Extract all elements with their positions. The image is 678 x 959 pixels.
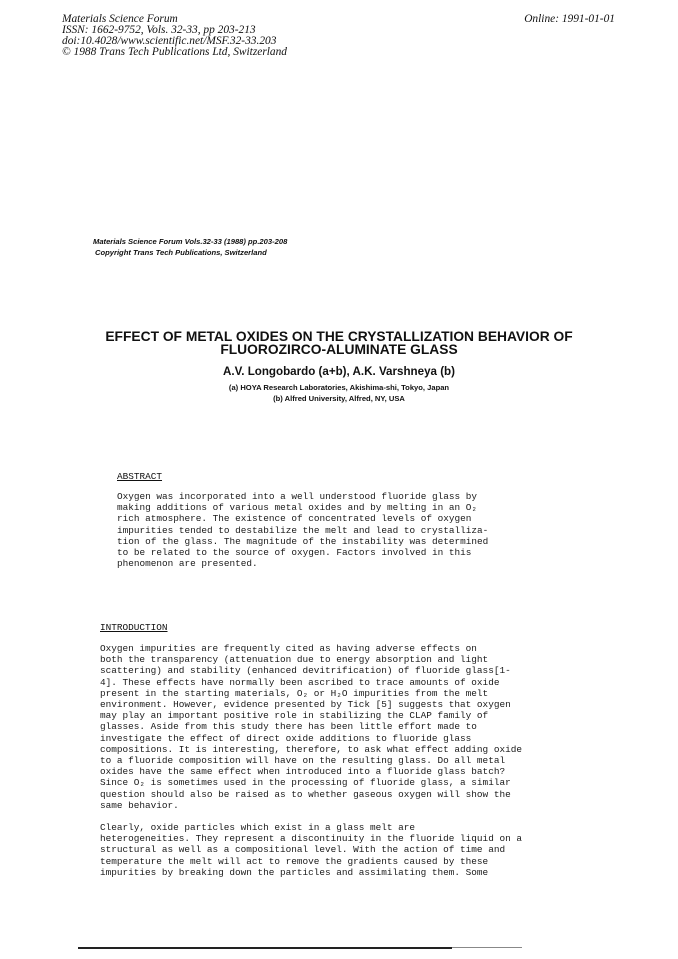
abstract-line: Oxygen was incorporated into a well understood fluoride glass by	[117, 491, 478, 502]
body-line: to a fluoride composition will have on the resulting glass. Do all metal	[100, 755, 506, 767]
body-line: may play an important positive role in stabilizing the CLAP family of	[100, 710, 489, 722]
abstract-line: making additions of various metal oxides and by melting in an O₂	[117, 502, 478, 514]
body-line: compositions. It is interesting, therefore, to ask what effect adding oxide	[100, 743, 522, 755]
introduction-heading: INTRODUCTION	[100, 622, 168, 633]
body-line: Clearly, oxide particles which exist in a glass melt are	[100, 822, 416, 833]
introduction-paragraph-1	[100, 643, 522, 811]
authors: A.V. Longobardo (a+b), A.K. Varshneya (b)	[222, 365, 455, 378]
citation-line: Materials Science Forum Vols.32-33 (1988) pp.203-208	[93, 237, 288, 246]
paper-title-line-2: FLUOROZIRCO-ALUMINATE GLASS	[220, 342, 458, 357]
introduction-paragraph-2	[100, 822, 522, 878]
abstract-line: tion of the glass. The magnitude of the instability was determined	[117, 535, 489, 547]
paper-title-line-1: EFFECT OF METAL OXIDES ON THE CRYSTALLIZATION BEHAVIOR OF	[105, 329, 573, 344]
body-line: same behavior.	[100, 799, 179, 811]
body-line: oxides have the same effect when introduced into a fluoride glass batch?	[100, 766, 506, 778]
body-line: impurities by breaking down the particles and assimilating them. Some	[100, 866, 489, 878]
body-line: glasses. Aside from this study there has been little effort made to	[100, 721, 477, 733]
body-line: investigate the effect of direct oxide additions to fluoride glass	[100, 732, 472, 744]
abstract-line: rich atmosphere. The existence of concentrated levels of oxygen	[117, 513, 472, 525]
abstract-line: to be related to the source of oxygen. Factors involved in this	[117, 547, 472, 559]
body-line: structural as well as a compositional level. With the action of time and	[100, 844, 506, 856]
body-line: scattering) and stability (enhanced devitrification) of fluoride glass[1-	[100, 665, 511, 677]
journal-name: Materials Science Forum	[62, 13, 178, 25]
issn-line: ISSN: 1662-9752, Vols. 32-33, pp 203-213	[62, 24, 256, 36]
abstract-line: phenomenon are presented.	[117, 558, 258, 570]
citation-copyright: Copyright Trans Tech Publications, Switzerland	[95, 248, 267, 257]
doi-line: doi:10.4028/www.scientific.net/MSF.32-33.203	[62, 35, 277, 47]
abstract-body	[117, 491, 488, 569]
abstract-heading: ABSTRACT	[117, 471, 163, 482]
copyright-line: © 1988 Trans Tech Publications Ltd, Switzerland	[62, 46, 287, 58]
body-line: Since O₂ is sometimes used in the processing of fluoride glass, a similar	[100, 777, 511, 789]
body-line: environment. However, evidence presented by Tick [5] suggests that oxygen	[100, 699, 511, 711]
footer-rule	[78, 947, 452, 949]
body-line: question should also be raised as to whether gaseous oxygen will show the	[100, 788, 511, 800]
footer-rule-faint	[452, 947, 522, 948]
body-line: 4]. These effects have normally been ascribed to trace amounts of oxide	[100, 676, 500, 688]
body-line: both the transparency (attenuation due to energy absorption and light	[100, 654, 489, 666]
affiliation-b: (b) Alfred University, Alfred, NY, USA	[273, 394, 405, 403]
abstract-line: impurities tended to destabilize the melt and lead to crystalliza-	[117, 524, 489, 536]
affiliation-a: (a) HOYA Research Laboratories, Akishima-shi, Tokyo, Japan	[228, 383, 450, 392]
body-line: heterogeneities. They represent a discontinuity in the fluoride liquid on a	[100, 833, 522, 845]
online-date: Online: 1991-01-01	[524, 13, 615, 25]
body-line: temperature the melt will act to remove the gradients caused by these	[100, 855, 489, 867]
body-line: Oxygen impurities are frequently cited as having adverse effects on	[100, 643, 477, 654]
body-line: present in the starting materials, O₂ or H₂O impurities from the melt	[100, 687, 489, 699]
